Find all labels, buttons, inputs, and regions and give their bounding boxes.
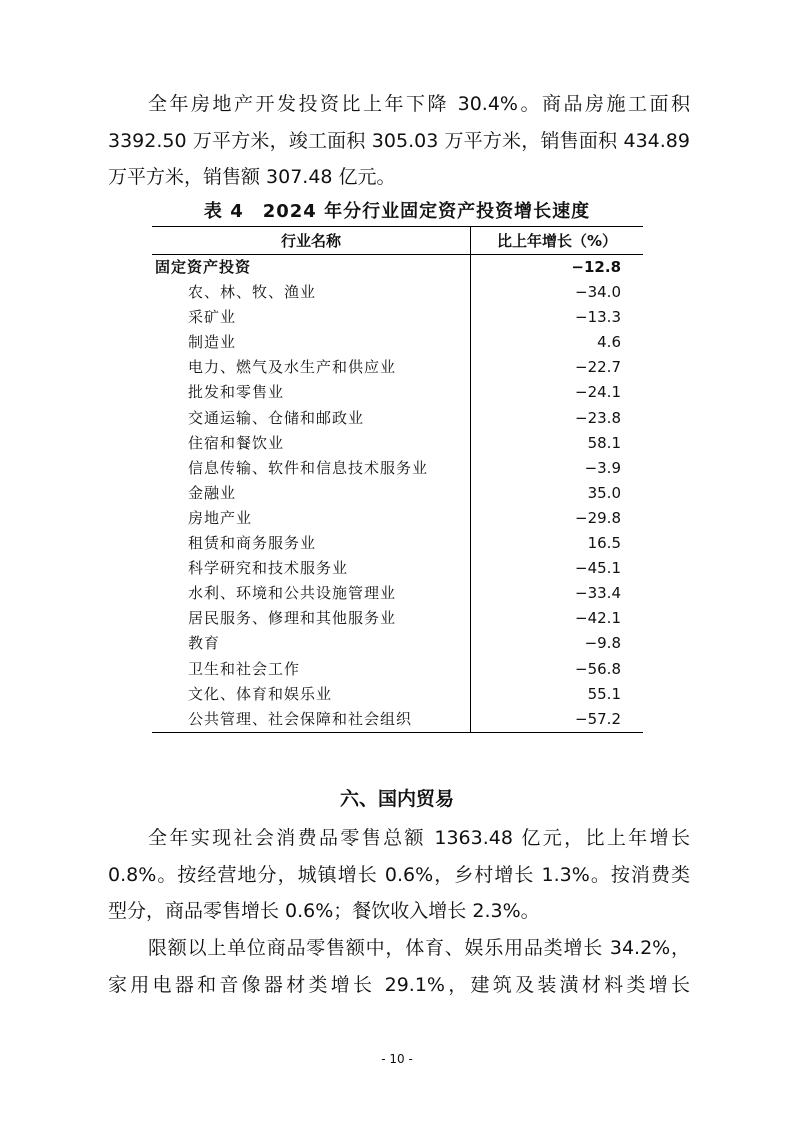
row-name: 公共管理、社会保障和社会组织 bbox=[152, 707, 471, 733]
table-row bbox=[152, 406, 643, 431]
table-row bbox=[152, 531, 643, 556]
paragraph-line: 万平方米，销售额 307.48 亿元。 bbox=[108, 166, 396, 188]
table-row bbox=[152, 481, 643, 506]
row-value: −22.7 bbox=[575, 358, 621, 377]
row-value: −9.8 bbox=[584, 634, 621, 653]
row-name: 住宿和餐饮业 bbox=[152, 431, 471, 456]
table-title: 表 4 2024 年分行业固定资产投资增长速度 bbox=[203, 201, 591, 222]
investment-growth-table bbox=[152, 226, 643, 733]
row-value: −57.2 bbox=[471, 707, 644, 733]
row-value: 55.1 bbox=[587, 684, 621, 703]
row-name: 采矿业 bbox=[152, 305, 471, 330]
table-header-row bbox=[152, 227, 643, 255]
row-value: −33.4 bbox=[575, 584, 621, 603]
column-header-industry: 行业名称 bbox=[152, 227, 471, 255]
row-value: −45.1 bbox=[575, 559, 621, 578]
row-name: 水利、环境和公共设施管理业 bbox=[152, 581, 471, 606]
row-name: 农、林、牧、渔业 bbox=[152, 280, 471, 305]
table-row bbox=[152, 456, 643, 481]
page-number: - 10 - bbox=[381, 1052, 413, 1066]
table-row bbox=[152, 657, 643, 682]
paragraph-above-quota bbox=[108, 930, 690, 1003]
table-row bbox=[152, 380, 643, 405]
paragraph-retail-sales bbox=[108, 820, 690, 930]
row-value: −23.8 bbox=[575, 408, 621, 427]
row-name: 交通运输、仓储和邮政业 bbox=[152, 406, 471, 431]
row-value: −12.8 bbox=[571, 258, 621, 276]
paragraph-line: 3392.50 万平方米，竣工面积 305.03 万平方米，销售面积 434.89 bbox=[108, 129, 690, 152]
paragraph-line: 全年房地产开发投资比上年下降 30.4%。商品房施工面积 bbox=[148, 93, 690, 115]
row-value: 58.1 bbox=[587, 433, 621, 452]
row-name: 租赁和商务服务业 bbox=[152, 531, 471, 556]
row-value: 16.5 bbox=[587, 534, 621, 553]
table-row bbox=[152, 506, 643, 531]
row-value: −13.3 bbox=[575, 308, 621, 327]
column-header-growth: 比上年增长（%） bbox=[471, 227, 644, 255]
row-name: 教育 bbox=[152, 631, 471, 656]
table-row bbox=[152, 682, 643, 707]
row-value: −29.8 bbox=[575, 508, 621, 527]
table-row bbox=[152, 707, 643, 733]
row-name: 固定资产投资 bbox=[152, 255, 471, 281]
table-row bbox=[152, 431, 643, 456]
row-name: 文化、体育和娱乐业 bbox=[152, 682, 471, 707]
row-name: 居民服务、修理和其他服务业 bbox=[152, 606, 471, 631]
paragraph-real-estate bbox=[108, 86, 690, 196]
table-row bbox=[152, 581, 643, 606]
row-name: 金融业 bbox=[152, 481, 471, 506]
row-value: −3.9 bbox=[584, 458, 621, 477]
row-name: 卫生和社会工作 bbox=[152, 657, 471, 682]
table-row bbox=[152, 330, 643, 355]
row-value: −56.8 bbox=[575, 659, 621, 678]
table-row bbox=[152, 280, 643, 305]
row-name: 制造业 bbox=[152, 330, 471, 355]
row-value: 35.0 bbox=[587, 483, 621, 502]
table-row bbox=[152, 606, 643, 631]
row-value: 4.6 bbox=[597, 333, 621, 352]
row-name: 房地产业 bbox=[152, 506, 471, 531]
row-name: 批发和零售业 bbox=[152, 380, 471, 405]
row-name: 科学研究和技术服务业 bbox=[152, 556, 471, 581]
row-name: 信息传输、软件和信息技术服务业 bbox=[152, 456, 471, 481]
paragraph-line: 家用电器和音像器材类增长 29.1%，建筑及装潢材料类增长 bbox=[108, 973, 690, 996]
table-row bbox=[152, 556, 643, 581]
paragraph-line: 限额以上单位商品零售额中，体育、娱乐用品类增长 34.2%， bbox=[148, 937, 690, 959]
row-name: 电力、燃气及水生产和供应业 bbox=[152, 355, 471, 380]
table-row-total bbox=[152, 255, 643, 281]
table-row bbox=[152, 305, 643, 330]
paragraph-line: 型分，商品零售增长 0.6%；餐饮收入增长 2.3%。 bbox=[108, 900, 540, 922]
row-value: −34.0 bbox=[575, 283, 621, 302]
row-value: −42.1 bbox=[575, 609, 621, 628]
section-heading: 六、国内贸易 bbox=[339, 788, 454, 810]
table-row bbox=[152, 355, 643, 380]
row-value: −24.1 bbox=[575, 383, 621, 402]
paragraph-line: 0.8%。按经营地分，城镇增长 0.6%，乡村增长 1.3%。按消费类 bbox=[108, 863, 690, 886]
table-row bbox=[152, 631, 643, 656]
paragraph-line: 全年实现社会消费品零售总额 1363.48 亿元，比上年增长 bbox=[148, 827, 690, 849]
